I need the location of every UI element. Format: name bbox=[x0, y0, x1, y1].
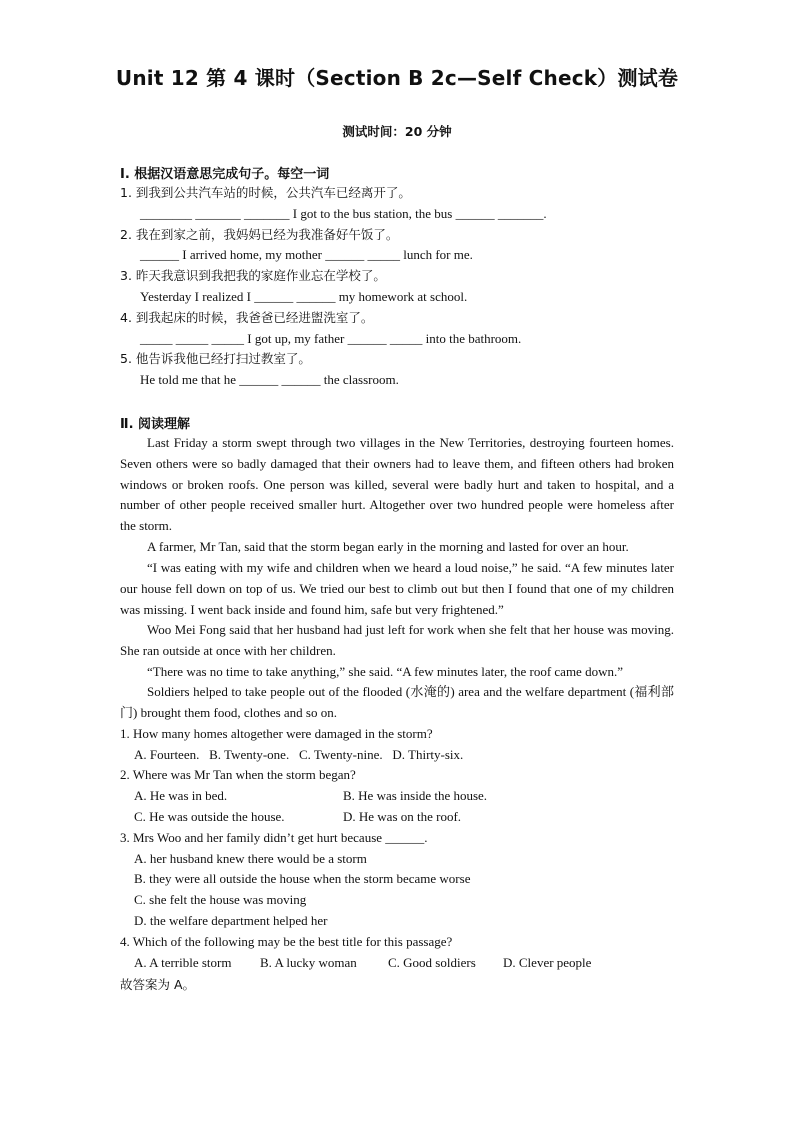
passage-paragraph-6: Soldiers helped to take people out of the flooded (水淹的) area and the welfare department (福利部门) brought them food, clothes and so on. bbox=[120, 684, 674, 720]
rc-question-2-option-c: C. He was outside the house. bbox=[134, 809, 285, 824]
rc-question-4-option-d: D. Clever people bbox=[503, 955, 592, 970]
section2-heading: Ⅱ. 阅读理解 bbox=[120, 417, 191, 432]
q2-chinese: 2. 我在到家之前，我妈妈已经为我准备好午饭了。 bbox=[120, 227, 399, 242]
rc-question-2-option-d: D. He was on the roof. bbox=[343, 809, 462, 824]
rc-question-1-options: A. Fourteen. B. Twenty-one. C. Twenty-nine. D. Thirty-six. bbox=[134, 747, 464, 762]
rc-question-4-option-c: C. Good soldiers bbox=[388, 955, 476, 970]
rc-question-4-option-b: B. A lucky woman bbox=[260, 955, 357, 970]
passage-paragraph-5: “There was no time to take anything,” she said. “A few minutes later, the roof came down.” bbox=[147, 664, 623, 679]
rc-question-2-option-b: B. He was inside the house. bbox=[343, 788, 488, 803]
passage-paragraph-3: “I was eating with my wife and children when we heard a loud noise,” he said. “A few minutes later our house fell down on top of us. We tried our best to climb out but then I found that one of my children was missing. I went back inside and found him, safe but very frightened.” bbox=[120, 560, 674, 617]
rc-question-3-option-b: B. they were all outside the house when the storm became worse bbox=[134, 871, 471, 886]
q3-chinese: 3. 昨天我意识到我把我的家庭作业忘在学校了。 bbox=[120, 268, 386, 283]
section1-heading: Ⅰ. 根据汉语意思完成句子。每空一词 bbox=[120, 167, 330, 182]
rc-question-3-option-a: A. her husband knew there would be a storm bbox=[134, 851, 367, 866]
rc-question-2: 2. Where was Mr Tan when the storm began? bbox=[120, 767, 356, 782]
page-title: Unit 12 第 4 课时（Section B 2c—Self Check）测试卷 bbox=[115, 66, 679, 90]
q1-chinese: 1. 到我到公共汽车站的时候，公共汽车已经离开了。 bbox=[120, 185, 411, 200]
passage-paragraph-4: Woo Mei Fong said that her husband had just left for work when she felt that her house was moving. She ran outside at once with her children. bbox=[120, 622, 674, 658]
passage-paragraph-1: Last Friday a storm swept through two villages in the New Territories, destroying fourteen homes. Seven others were so badly damaged that their owners had to leave them, and fifteen others had broken windows or broken roofs. One person was killed, several were badly hurt and taken to hospital, and a number of other people received smaller hurt. Altogether over two hundred people were homeless after the storm. bbox=[120, 435, 674, 534]
q4-chinese: 4. 到我起床的时候，我爸爸已经进盥洗室了。 bbox=[120, 310, 374, 325]
q3-english: Yesterday I realized I ______ ______ my homework at school. bbox=[140, 289, 468, 304]
passage-paragraph-2: A farmer, Mr Tan, said that the storm began early in the morning and lasted for over an hour. bbox=[147, 539, 629, 554]
q5-chinese: 5. 他告诉我他已经打扫过教室了。 bbox=[120, 351, 311, 366]
test-time: 测试时间：20 分钟 bbox=[342, 124, 452, 139]
rc-question-3: 3. Mrs Woo and her family didn’t get hurt because ______. bbox=[120, 830, 428, 845]
rc-question-2-option-a: A. He was in bed. bbox=[134, 788, 228, 803]
rc-question-3-option-d: D. the welfare department helped her bbox=[134, 913, 328, 928]
q2-english: ______ I arrived home, my mother ______ _____ lunch for me. bbox=[140, 247, 473, 262]
answer-note: 故答案为 A。 bbox=[120, 977, 196, 992]
rc-question-4-option-a: A. A terrible storm bbox=[134, 955, 232, 970]
rc-question-4: 4. Which of the following may be the best title for this passage? bbox=[120, 934, 453, 949]
q5-english: He told me that he ______ ______ the classroom. bbox=[140, 372, 399, 387]
q4-english: _____ _____ _____ I got up, my father ______ _____ into the bathroom. bbox=[140, 331, 522, 346]
rc-question-3-option-c: C. she felt the house was moving bbox=[134, 892, 307, 907]
rc-question-1: 1. How many homes altogether were damaged in the storm? bbox=[120, 726, 433, 741]
q1-english: ________ _______ _______ I got to the bus station, the bus ______ _______. bbox=[140, 206, 547, 221]
